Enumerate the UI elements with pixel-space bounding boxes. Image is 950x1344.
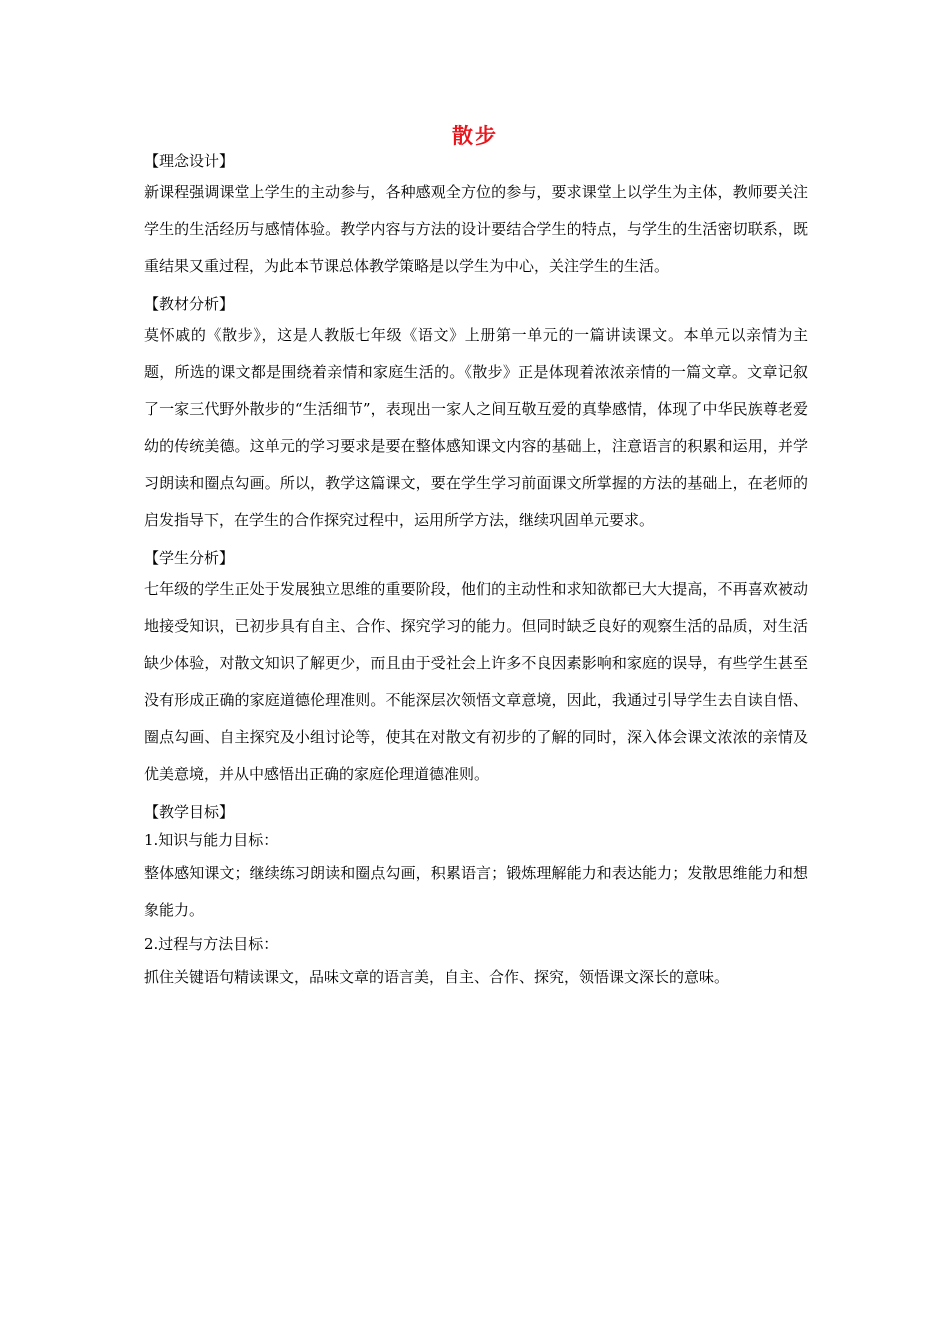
section-text-students: 七年级的学生正处于发展独立思维的重要阶段，他们的主动性和求知欲都已大大提高，不再喜欢被动地接受知识，已初步具有自主、合作、探究学习的能力。但同时缺乏良好的观察生活的品质，对生活缺少体验，对散文知识了解更少，而且由于受社会上许多不良因素影响和家庭的误导，有些学生甚至没有形成正确的家庭道德伦理准则。不能深层次领悟文章意境，因此，我通过引导学生去自读自悟、圈点勾画、自主探究及小组讨论等，使其在对散文有初步的了解的同时，深入体会课文浓浓的亲情及优美意境，并从中感悟出正确的家庭伦理道德准则。 (144, 580, 808, 783)
section-heading-goals: 【教学目标】 (144, 803, 235, 821)
goal-2-label: 2.过程与方法目标： (144, 935, 279, 953)
goal-1-text: 整体感知课文；继续练习朗读和圈点勾画，积累语言；锻炼理解能力和表达能力；发散思维能力和想象能力。 (144, 864, 808, 919)
section-text-concept: 新课程强调课堂上学生的主动参与，各种感观全方位的参与，要求课堂上以学生为主体，教师要关注学生的生活经历与感情体验。教学内容与方法的设计要结合学生的特点，与学生的生活密切联系，既重结果又重过程，为此本节课总体教学策略是以学生为中心，关注学生的生活。 (144, 183, 808, 275)
section-heading-concept: 【理念设计】 (144, 152, 235, 170)
document-body (144, 148, 808, 996)
section-heading-students: 【学生分析】 (144, 549, 235, 567)
goal-1-label: 1.知识与能力目标： (144, 831, 279, 849)
document-title: 散步 (452, 124, 498, 148)
section-heading-textbook: 【教材分析】 (144, 295, 235, 313)
goal-2-text: 抓住关键语句精读课文，品味文章的语言美，自主、合作、探究，领悟课文深长的意味。 (144, 968, 730, 986)
section-text-textbook: 莫怀戚的《散步》，这是人教版七年级《语文》上册第一单元的一篇讲读课文。本单元以亲情为主题，所选的课文都是围绕着亲情和家庭生活的。《散步》正是体现着浓浓亲情的一篇文章。文章记叙了一家三代野外散步的“生活细节”，表现出一家人之间互敬互爱的真挚感情，体现了中华民族尊老爱幼的传统美德。这单元的学习要求是要在整体感知课文内容的基础上，注意语言的积累和运用，并学习朗读和圈点勾画。所以，教学这篇课文，要在学生学习前面课文所掌握的方法的基础上，在老师的启发指导下，在学生的合作探究过程中，运用所学方法，继续巩固单元要求。 (144, 326, 808, 529)
